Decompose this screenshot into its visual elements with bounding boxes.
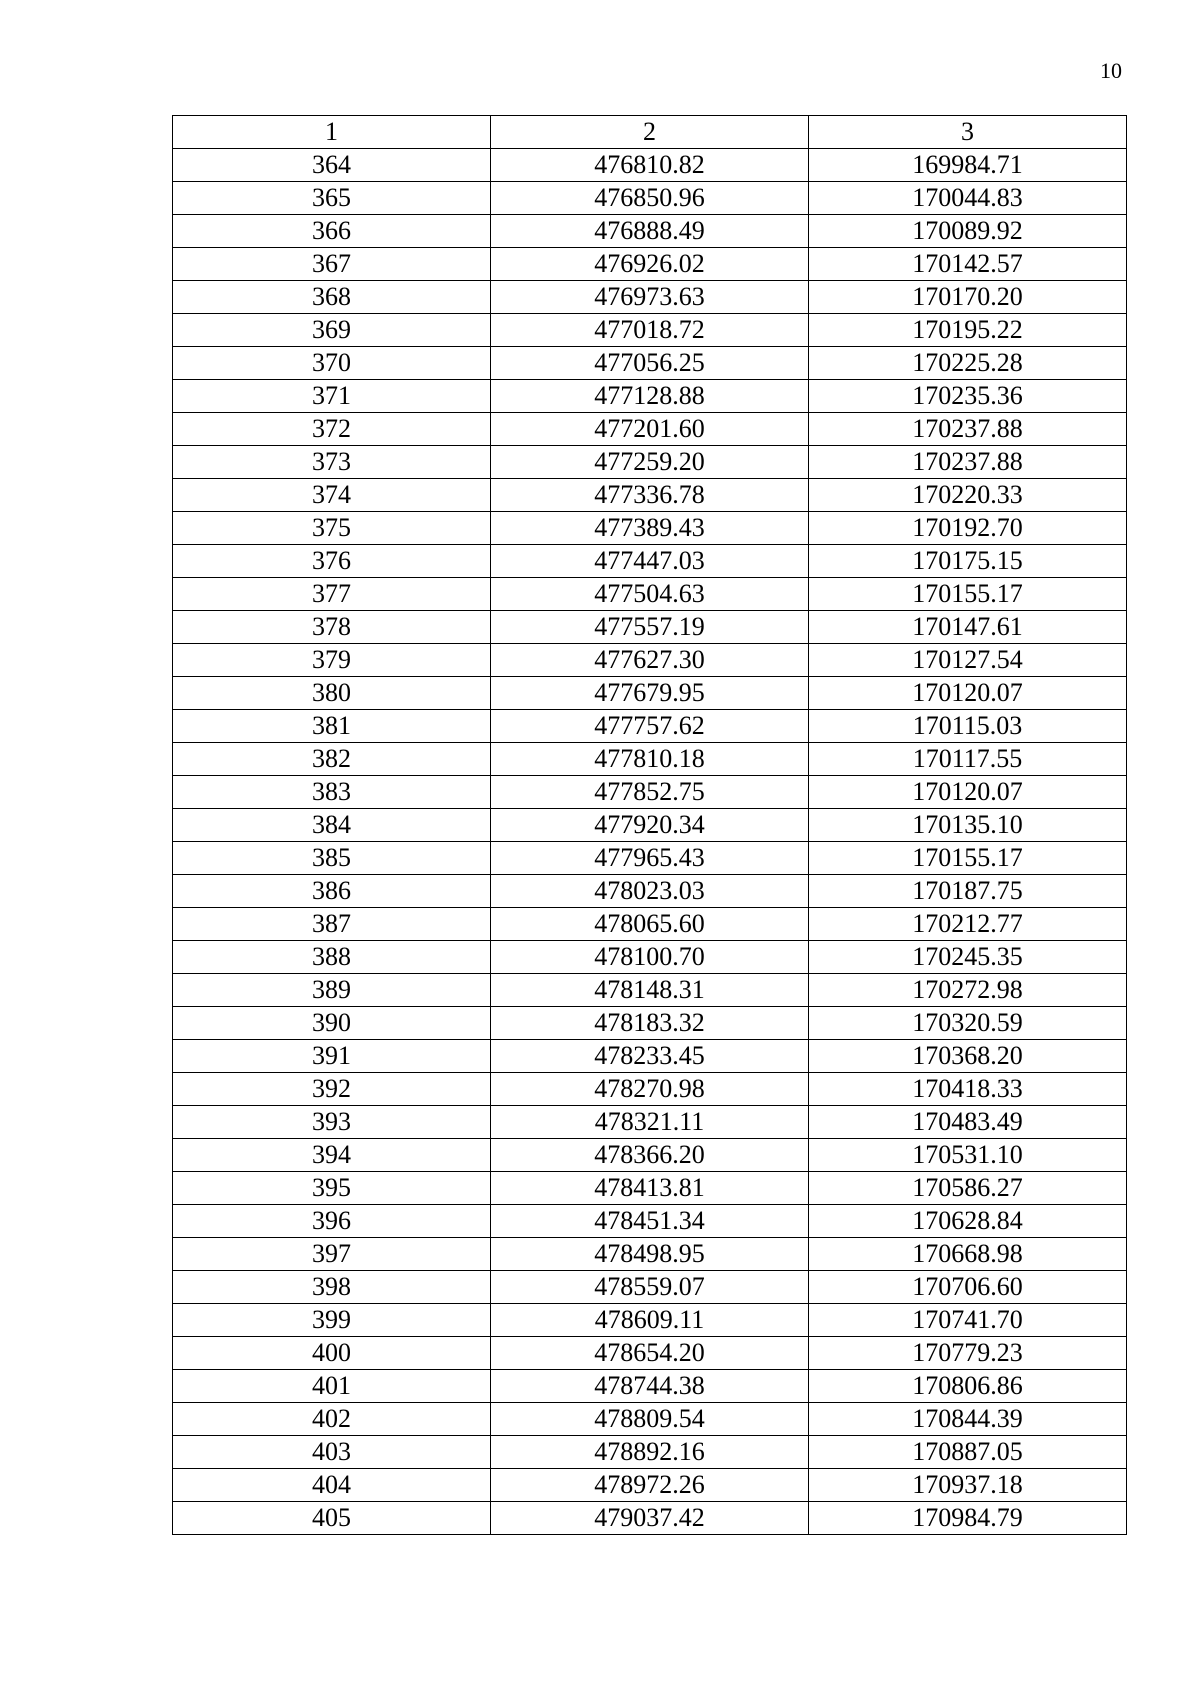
table-row — [173, 1469, 1127, 1502]
point-number-cell: 379 — [173, 644, 491, 677]
table-row — [173, 314, 1127, 347]
x-coordinate-cell: 477679.95 — [491, 677, 809, 710]
y-coordinate-cell: 170320.59 — [809, 1007, 1127, 1040]
point-number-cell: 396 — [173, 1205, 491, 1238]
table-header-row — [173, 116, 1127, 149]
y-coordinate-cell: 170706.60 — [809, 1271, 1127, 1304]
x-coordinate-cell: 479037.42 — [491, 1502, 809, 1535]
table-row — [173, 545, 1127, 578]
point-number-cell: 369 — [173, 314, 491, 347]
y-coordinate-cell: 170115.03 — [809, 710, 1127, 743]
point-number-cell: 365 — [173, 182, 491, 215]
x-coordinate-cell: 478451.34 — [491, 1205, 809, 1238]
x-coordinate-cell: 478972.26 — [491, 1469, 809, 1502]
point-number-cell: 395 — [173, 1172, 491, 1205]
x-coordinate-cell: 478809.54 — [491, 1403, 809, 1436]
x-coordinate-cell: 477965.43 — [491, 842, 809, 875]
point-number-cell: 375 — [173, 512, 491, 545]
column-header-3: 3 — [809, 116, 1127, 149]
table-row — [173, 182, 1127, 215]
x-coordinate-cell: 478148.31 — [491, 974, 809, 1007]
y-coordinate-cell: 170937.18 — [809, 1469, 1127, 1502]
point-number-cell: 378 — [173, 611, 491, 644]
y-coordinate-cell: 170887.05 — [809, 1436, 1127, 1469]
x-coordinate-cell: 478892.16 — [491, 1436, 809, 1469]
table-row — [173, 380, 1127, 413]
y-coordinate-cell: 170418.33 — [809, 1073, 1127, 1106]
table-row — [173, 446, 1127, 479]
x-coordinate-cell: 478609.11 — [491, 1304, 809, 1337]
point-number-cell: 386 — [173, 875, 491, 908]
x-coordinate-cell: 477504.63 — [491, 578, 809, 611]
point-number-cell: 381 — [173, 710, 491, 743]
y-coordinate-cell: 170668.98 — [809, 1238, 1127, 1271]
point-number-cell: 391 — [173, 1040, 491, 1073]
table-row — [173, 908, 1127, 941]
y-coordinate-cell: 170187.75 — [809, 875, 1127, 908]
table-row — [173, 974, 1127, 1007]
point-number-cell: 374 — [173, 479, 491, 512]
point-number-cell: 385 — [173, 842, 491, 875]
point-number-cell: 366 — [173, 215, 491, 248]
point-number-cell: 401 — [173, 1370, 491, 1403]
table-row — [173, 1502, 1127, 1535]
y-coordinate-cell: 170089.92 — [809, 215, 1127, 248]
y-coordinate-cell: 170844.39 — [809, 1403, 1127, 1436]
y-coordinate-cell: 170235.36 — [809, 380, 1127, 413]
y-coordinate-cell: 170779.23 — [809, 1337, 1127, 1370]
y-coordinate-cell: 170195.22 — [809, 314, 1127, 347]
table-row — [173, 215, 1127, 248]
x-coordinate-cell: 477920.34 — [491, 809, 809, 842]
point-number-cell: 384 — [173, 809, 491, 842]
y-coordinate-cell: 170272.98 — [809, 974, 1127, 1007]
y-coordinate-cell: 170806.86 — [809, 1370, 1127, 1403]
x-coordinate-cell: 477128.88 — [491, 380, 809, 413]
table-row — [173, 1304, 1127, 1337]
point-number-cell: 397 — [173, 1238, 491, 1271]
y-coordinate-cell: 170155.17 — [809, 842, 1127, 875]
table-row — [173, 644, 1127, 677]
table-row — [173, 1337, 1127, 1370]
y-coordinate-cell: 170984.79 — [809, 1502, 1127, 1535]
table-row — [173, 1271, 1127, 1304]
x-coordinate-cell: 477447.03 — [491, 545, 809, 578]
point-number-cell: 389 — [173, 974, 491, 1007]
y-coordinate-cell: 170117.55 — [809, 743, 1127, 776]
x-coordinate-cell: 477018.72 — [491, 314, 809, 347]
point-number-cell: 383 — [173, 776, 491, 809]
table-row — [173, 347, 1127, 380]
table-row — [173, 1106, 1127, 1139]
y-coordinate-cell: 170170.20 — [809, 281, 1127, 314]
table-row — [173, 479, 1127, 512]
table-row — [173, 281, 1127, 314]
page-number: 10 — [1100, 58, 1122, 83]
point-number-cell: 367 — [173, 248, 491, 281]
x-coordinate-cell: 477259.20 — [491, 446, 809, 479]
point-number-cell: 398 — [173, 1271, 491, 1304]
coordinates-table — [172, 115, 1127, 1535]
table-row — [173, 743, 1127, 776]
x-coordinate-cell: 477810.18 — [491, 743, 809, 776]
y-coordinate-cell: 170147.61 — [809, 611, 1127, 644]
table-body — [173, 116, 1127, 1535]
column-header-2: 2 — [491, 116, 809, 149]
table-row — [173, 413, 1127, 446]
point-number-cell: 403 — [173, 1436, 491, 1469]
table-row — [173, 842, 1127, 875]
point-number-cell: 368 — [173, 281, 491, 314]
x-coordinate-cell: 477757.62 — [491, 710, 809, 743]
point-number-cell: 402 — [173, 1403, 491, 1436]
point-number-cell: 390 — [173, 1007, 491, 1040]
table-row — [173, 1238, 1127, 1271]
y-coordinate-cell: 170225.28 — [809, 347, 1127, 380]
y-coordinate-cell: 170135.10 — [809, 809, 1127, 842]
y-coordinate-cell: 170155.17 — [809, 578, 1127, 611]
table-row — [173, 1040, 1127, 1073]
x-coordinate-cell: 477557.19 — [491, 611, 809, 644]
x-coordinate-cell: 478183.32 — [491, 1007, 809, 1040]
y-coordinate-cell: 170120.07 — [809, 677, 1127, 710]
point-number-cell: 388 — [173, 941, 491, 974]
table-row — [173, 1007, 1127, 1040]
table-row — [173, 875, 1127, 908]
x-coordinate-cell: 477336.78 — [491, 479, 809, 512]
x-coordinate-cell: 478654.20 — [491, 1337, 809, 1370]
point-number-cell: 394 — [173, 1139, 491, 1172]
y-coordinate-cell: 170483.49 — [809, 1106, 1127, 1139]
point-number-cell: 399 — [173, 1304, 491, 1337]
table-row — [173, 1205, 1127, 1238]
y-coordinate-cell: 170220.33 — [809, 479, 1127, 512]
table-row — [173, 1172, 1127, 1205]
table-row — [173, 1403, 1127, 1436]
point-number-cell: 377 — [173, 578, 491, 611]
table-row — [173, 512, 1127, 545]
x-coordinate-cell: 477852.75 — [491, 776, 809, 809]
x-coordinate-cell: 477627.30 — [491, 644, 809, 677]
x-coordinate-cell: 476888.49 — [491, 215, 809, 248]
point-number-cell: 392 — [173, 1073, 491, 1106]
point-number-cell: 380 — [173, 677, 491, 710]
point-number-cell: 404 — [173, 1469, 491, 1502]
y-coordinate-cell: 170368.20 — [809, 1040, 1127, 1073]
point-number-cell: 364 — [173, 149, 491, 182]
y-coordinate-cell: 170245.35 — [809, 941, 1127, 974]
x-coordinate-cell: 477056.25 — [491, 347, 809, 380]
y-coordinate-cell: 170044.83 — [809, 182, 1127, 215]
point-number-cell: 370 — [173, 347, 491, 380]
x-coordinate-cell: 478498.95 — [491, 1238, 809, 1271]
x-coordinate-cell: 476810.82 — [491, 149, 809, 182]
x-coordinate-cell: 477389.43 — [491, 512, 809, 545]
table-row — [173, 809, 1127, 842]
y-coordinate-cell: 170237.88 — [809, 413, 1127, 446]
table-row — [173, 941, 1127, 974]
point-number-cell: 405 — [173, 1502, 491, 1535]
y-coordinate-cell: 170531.10 — [809, 1139, 1127, 1172]
point-number-cell: 387 — [173, 908, 491, 941]
point-number-cell: 400 — [173, 1337, 491, 1370]
x-coordinate-cell: 478065.60 — [491, 908, 809, 941]
table-row — [173, 1139, 1127, 1172]
y-coordinate-cell: 170127.54 — [809, 644, 1127, 677]
y-coordinate-cell: 170142.57 — [809, 248, 1127, 281]
table-row — [173, 677, 1127, 710]
x-coordinate-cell: 478100.70 — [491, 941, 809, 974]
x-coordinate-cell: 478233.45 — [491, 1040, 809, 1073]
point-number-cell: 371 — [173, 380, 491, 413]
point-number-cell: 372 — [173, 413, 491, 446]
point-number-cell: 382 — [173, 743, 491, 776]
table-row — [173, 1073, 1127, 1106]
table-row — [173, 1436, 1127, 1469]
table-row — [173, 1370, 1127, 1403]
point-number-cell: 393 — [173, 1106, 491, 1139]
x-coordinate-cell: 478023.03 — [491, 875, 809, 908]
point-number-cell: 373 — [173, 446, 491, 479]
x-coordinate-cell: 476850.96 — [491, 182, 809, 215]
point-number-cell: 376 — [173, 545, 491, 578]
table-row — [173, 776, 1127, 809]
table-row — [173, 578, 1127, 611]
x-coordinate-cell: 478366.20 — [491, 1139, 809, 1172]
y-coordinate-cell: 170120.07 — [809, 776, 1127, 809]
y-coordinate-cell: 170212.77 — [809, 908, 1127, 941]
table-row — [173, 248, 1127, 281]
x-coordinate-cell: 478321.11 — [491, 1106, 809, 1139]
y-coordinate-cell: 170586.27 — [809, 1172, 1127, 1205]
y-coordinate-cell: 170628.84 — [809, 1205, 1127, 1238]
table-row — [173, 710, 1127, 743]
y-coordinate-cell: 169984.71 — [809, 149, 1127, 182]
table-row — [173, 611, 1127, 644]
y-coordinate-cell: 170237.88 — [809, 446, 1127, 479]
x-coordinate-cell: 478744.38 — [491, 1370, 809, 1403]
y-coordinate-cell: 170192.70 — [809, 512, 1127, 545]
x-coordinate-cell: 478413.81 — [491, 1172, 809, 1205]
x-coordinate-cell: 476973.63 — [491, 281, 809, 314]
x-coordinate-cell: 478559.07 — [491, 1271, 809, 1304]
table-row — [173, 149, 1127, 182]
y-coordinate-cell: 170741.70 — [809, 1304, 1127, 1337]
y-coordinate-cell: 170175.15 — [809, 545, 1127, 578]
x-coordinate-cell: 476926.02 — [491, 248, 809, 281]
x-coordinate-cell: 478270.98 — [491, 1073, 809, 1106]
column-header-1: 1 — [173, 116, 491, 149]
x-coordinate-cell: 477201.60 — [491, 413, 809, 446]
